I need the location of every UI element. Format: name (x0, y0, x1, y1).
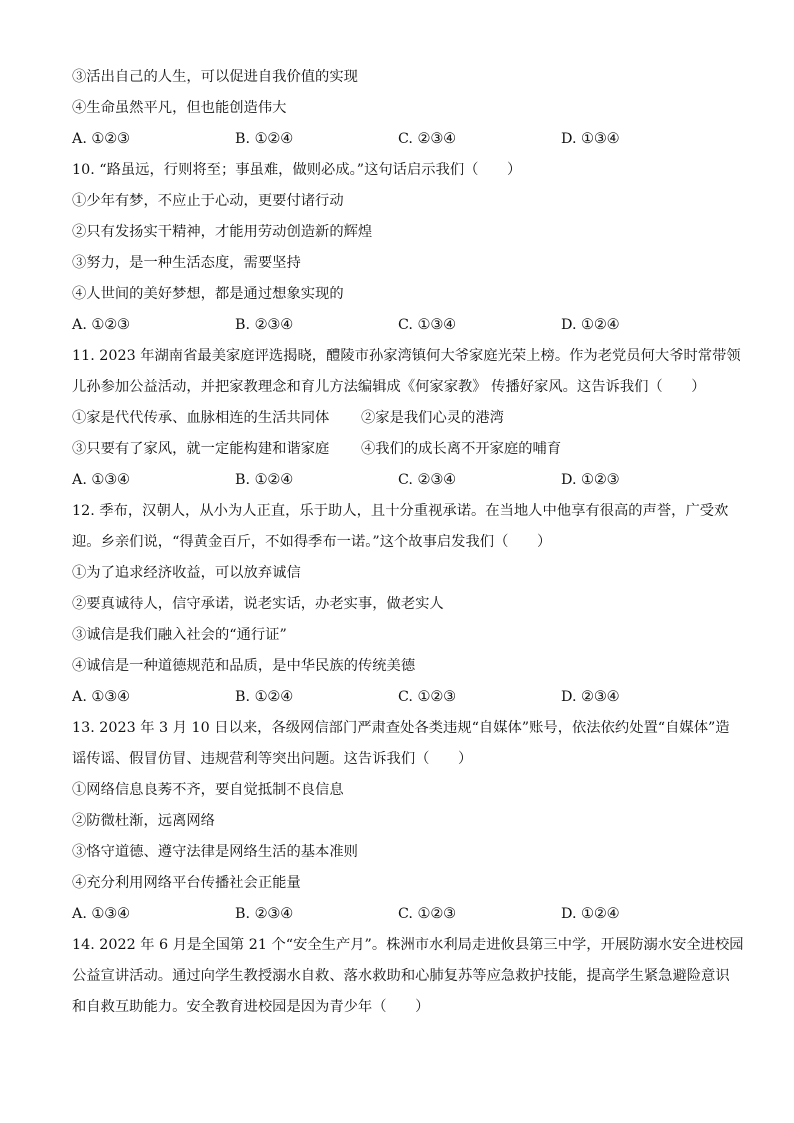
q12-option-a: A. ①③④ (72, 689, 130, 705)
q12-item-2: ②要真诚待人，信守承诺，说老实话，办老实事，做老实人 (72, 596, 444, 612)
q10-option-b: B. ②③④ (235, 317, 294, 333)
exam-page (72, 62, 744, 1023)
q13-item-2: ②防微杜渐，远离网络 (72, 813, 215, 829)
q11-stem-line-1: 11. 2023 年湖南省最美家庭评选揭晓，醴陵市孙家湾镇何大爷家庭光荣上榜。作为老党员何大爷时常带领 (72, 348, 741, 364)
q13-stem-line-2: 谣传谣、假冒仿冒、违规营利等突出问题。这告诉我们（ ） (72, 751, 473, 767)
q10-item-3: ③努力，是一种生活态度，需要坚持 (72, 255, 301, 271)
q12-option-d: D. ②③④ (561, 689, 620, 705)
q11-stem-line-2: 儿孙参加公益活动，并把家教理念和育儿方法编辑成《何家家教》 传播好家风。这告诉我们（ ） (72, 379, 706, 395)
q9-item-3: ③活出自己的人生，可以促进自我价值的实现 (72, 69, 358, 85)
q9-option-b: B. ①②④ (235, 131, 294, 147)
q13-options (72, 899, 724, 930)
q10-option-c: C. ①③④ (398, 317, 456, 333)
q9-option-c: C. ②③④ (398, 131, 456, 147)
q9-options (72, 124, 724, 155)
q9-item-4: ④生命虽然平凡，但也能创造伟大 (72, 100, 287, 116)
q10-option-a: A. ①②③ (72, 317, 130, 333)
q11-item-3: ③只要有了家风，就一定能构建和谐家庭 (72, 441, 330, 457)
q13-option-d: D. ①②④ (561, 906, 620, 922)
q12-stem-line-1: 12. 季布，汉朝人，从小为人正直，乐于助人，且十分重视承诺。在当地人中他享有很高的声誉，广受欢 (72, 503, 729, 519)
q13-stem-line-1: 13. 2023 年 3 月 10 日以来，各级网信部门严肃查处各类违规“自媒体”账号，依法依约处置“自媒体”造 (72, 720, 730, 736)
q11-item-1: ①家是代代传承、血脉相连的生活共同体 (72, 410, 330, 426)
q14-stem-line-2: 公益宣讲活动。通过向学生教授溺水自救、落水救助和心肺复苏等应急救护技能，提高学生紧急避险意识 (72, 968, 730, 984)
q11-items-row-1 (72, 403, 724, 434)
q14-stem-line-1: 14. 2022 年 6 月是全国第 21 个“安全生产月”。株洲市水利局走进攸县第三中学，开展防溺水安全进校园 (72, 937, 744, 953)
q11-items-row-2 (72, 434, 724, 465)
q12-options (72, 682, 724, 713)
q12-item-1: ①为了追求经济收益，可以放弃诚信 (72, 565, 301, 581)
q12-item-3: ③诚信是我们融入社会的“通行证” (72, 627, 287, 643)
q12-item-4: ④诚信是一种道德规范和品质，是中华民族的传统美德 (72, 658, 416, 674)
q10-item-1: ①少年有梦，不应止于心动，更要付诸行动 (72, 193, 344, 209)
q13-option-b: B. ②③④ (235, 906, 294, 922)
q11-option-d: D. ①②③ (561, 472, 620, 488)
q11-options (72, 465, 724, 496)
q10-stem: 10. “路虽远，行则将至；事虽难，做则必成。”这句话启示我们（ ） (72, 162, 522, 178)
q9-option-a: A. ①②③ (72, 131, 130, 147)
q12-option-c: C. ①②③ (398, 689, 456, 705)
q11-item-2: ②家是我们心灵的港湾 (361, 410, 504, 426)
q12-stem-line-2: 迎。乡亲们说，“得黄金百斤，不如得季布一诺。”这个故事启发我们（ ） (72, 534, 552, 550)
q11-option-c: C. ②③④ (398, 472, 456, 488)
q11-item-4: ④我们的成长离不开家庭的哺育 (361, 441, 562, 457)
q11-option-b: B. ①②④ (235, 472, 294, 488)
q13-option-a: A. ①③④ (72, 906, 130, 922)
q10-item-4: ④人世间的美好梦想，都是通过想象实现的 (72, 286, 344, 302)
q12-option-b: B. ①②④ (235, 689, 294, 705)
q10-options (72, 310, 724, 341)
q14-stem-line-3: 和自救互助能力。安全教育进校园是因为青少年（ ） (72, 999, 430, 1015)
q9-option-d: D. ①③④ (561, 131, 620, 147)
q13-option-c: C. ①②③ (398, 906, 456, 922)
q13-item-1: ①网络信息良莠不齐，要自觉抵制不良信息 (72, 782, 344, 798)
q10-option-d: D. ①②④ (561, 317, 620, 333)
q13-item-4: ④充分利用网络平台传播社会正能量 (72, 875, 301, 891)
q13-item-3: ③恪守道德、遵守法律是网络生活的基本准则 (72, 844, 358, 860)
q10-item-2: ②只有发扬实干精神，才能用劳动创造新的辉煌 (72, 224, 373, 240)
q11-option-a: A. ①③④ (72, 472, 130, 488)
